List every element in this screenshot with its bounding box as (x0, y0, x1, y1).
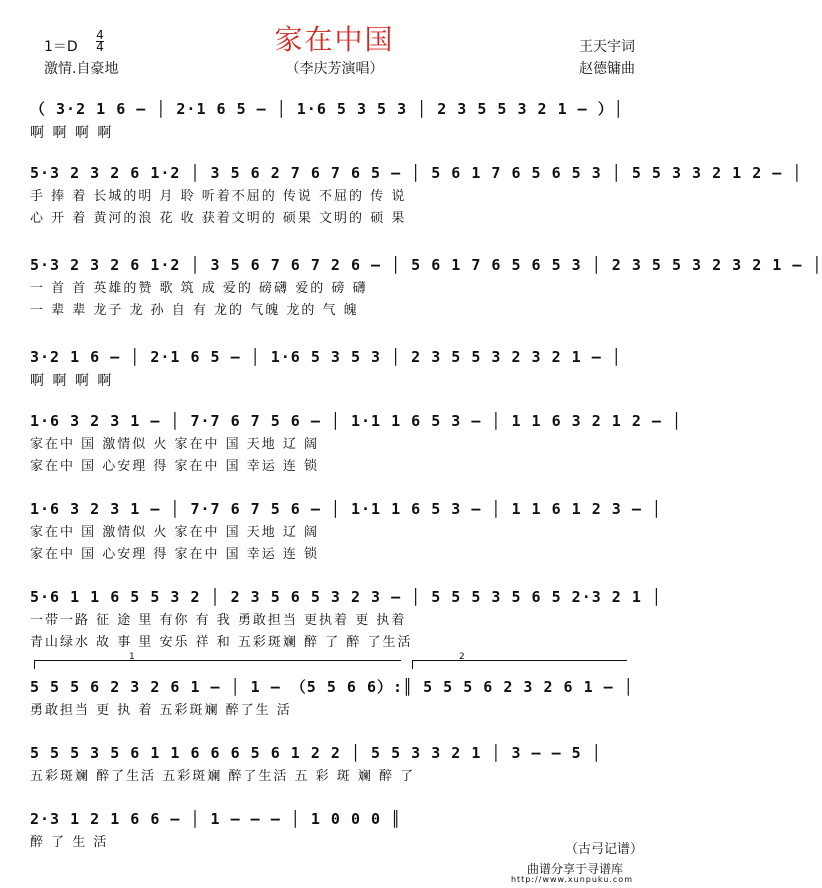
lyric-line-verse-2: 一 辈 辈 龙子 龙 孙 自 有 龙的 气魄 龙的 气 魄 (30, 303, 359, 318)
notation-line: 5·3 2 3 2 6 1·2 │ 3 5 6 2 7 6 7 6 5 – │ 5 6 1 7 6 5 6 5 3 │ 5 5 3 3 2 1 2 – │ (30, 164, 803, 182)
lyric-line: 勇敢担当 更 执 着 五彩斑斓 醉了生 活 (30, 703, 292, 718)
score-system-5 (30, 408, 682, 478)
lyric-line-verse-2: 青山绿水 故 事 里 安乐 祥 和 五彩斑斓 醉 了 醉 了生活 (30, 635, 413, 650)
notation-line: 1·6 3 2 3 1 – │ 7·7 6 7 5 6 – │ 1·1 1 6 5 3 – │ 1 1 6 3 2 1 2 – │ (30, 412, 682, 430)
lyric-line: 啊 啊 啊 啊 (30, 125, 114, 141)
notation-line: 5 5 5 6 2 3 2 6 1 – │ 1 – （5 5 6 6）:║ 5 5 5 6 2 3 2 6 1 – │ (30, 678, 634, 696)
score-system-1 (30, 96, 640, 144)
score-system-7 (30, 584, 662, 654)
lyric-line-verse-1: 一带一路 征 途 里 有你 有 我 勇敢担当 更执着 更 执着 (30, 613, 407, 628)
score-system-9 (30, 740, 640, 788)
key-signature: 1＝D (44, 39, 78, 55)
notation-line: 5 5 5 3 5 6 1 1 6 6 6 5 6 1 2 2 │ 5 5 3 3 2 1 │ 3 – – 5 │ (30, 744, 602, 762)
notation-line: 3·2 1 6 – │ 2·1 6 5 – │ 1·6 5 3 5 3 │ 2 3 5 5 3 2 3 2 1 – │ (30, 348, 622, 366)
lyric-line: 五彩斑斓 醉了生活 五彩斑斓 醉了生活 五 彩 斑 斓 醉 了 (30, 769, 416, 784)
lyric-line-verse-1: 手 捧 着 长城的明 月 聆 听着不屈的 传说 不屈的 传 说 (30, 189, 407, 204)
score-system-4 (30, 344, 640, 392)
notation-line: 2·3 1 2 1 6 6 – │ 1 – – – │ 1 0 0 0 ║ (30, 810, 402, 828)
score-system-6 (30, 496, 662, 566)
score-system-3 (30, 252, 822, 322)
score-system-2 (30, 160, 803, 230)
lyric-line: 醉 了 生 活 (30, 835, 109, 850)
time-signature (96, 30, 104, 53)
site-url[interactable]: http://www.xunpuku.com (510, 875, 633, 884)
lyricist: 王天宇词 (579, 39, 635, 55)
lyric-line-verse-2: 心 开 着 黄河的浪 花 收 获着文明的 硕果 文明的 硕 果 (30, 211, 407, 226)
share-notice: 曲谱分享于寻谱库 (526, 862, 623, 876)
score-system-10 (30, 806, 640, 854)
lyric-line: 啊 啊 啊 啊 (30, 373, 114, 389)
lyric-line-verse-1: 一 首 首 英雄的赞 歌 筑 成 爱的 磅礴 爱的 磅 礴 (30, 281, 368, 296)
notation-line: 1·6 3 2 3 1 – │ 7·7 6 7 5 6 – │ 1·1 1 6 5 3 – │ 1 1 6 1 2 3 – │ (30, 500, 662, 518)
notation-line: 5·3 2 3 2 6 1·2 │ 3 5 6 7 6 7 2 6 – │ 5 6 1 7 6 5 6 5 3 │ 2 3 5 5 3 2 3 2 1 – │ (30, 256, 822, 274)
first-ending-number: 1 (129, 652, 135, 662)
performer: （李庆芳演唱） (285, 61, 384, 77)
second-ending-number: 2 (459, 652, 465, 662)
time-signature-top: 4 (96, 28, 104, 42)
transcriber-credit: （古弓记谱） (564, 842, 643, 857)
notation-line: （ 3·2 1 6 – │ 2·1 6 5 – │ 1·6 5 3 5 3 │ 2 3 5 5 3 2 1 – ）│ (30, 100, 624, 118)
song-title: 家在中国 (274, 23, 395, 56)
performance-style: 激情.自豪地 (44, 61, 119, 77)
lyric-line-verse-1: 家在中 国 激情似 火 家在中 国 天地 辽 阔 (30, 437, 320, 452)
composer: 赵德镛曲 (579, 61, 635, 77)
first-ending-bracket (34, 652, 401, 669)
second-ending-bracket (412, 652, 627, 669)
time-signature-bottom: 4 (96, 40, 104, 54)
notation-line: 5·6 1 1 6 5 5 3 2 │ 2 3 5 6 5 3 2 3 – │ 5 5 5 3 5 6 5 2·3 2 1 │ (30, 588, 662, 606)
lyric-line-verse-2: 家在中 国 心安理 得 家在中 国 幸运 连 锁 (30, 547, 320, 562)
lyric-line-verse-1: 家在中 国 激情似 火 家在中 国 天地 辽 阔 (30, 525, 320, 540)
score-system-8 (30, 674, 640, 722)
lyric-line-verse-2: 家在中 国 心安理 得 家在中 国 幸运 连 锁 (30, 459, 320, 474)
